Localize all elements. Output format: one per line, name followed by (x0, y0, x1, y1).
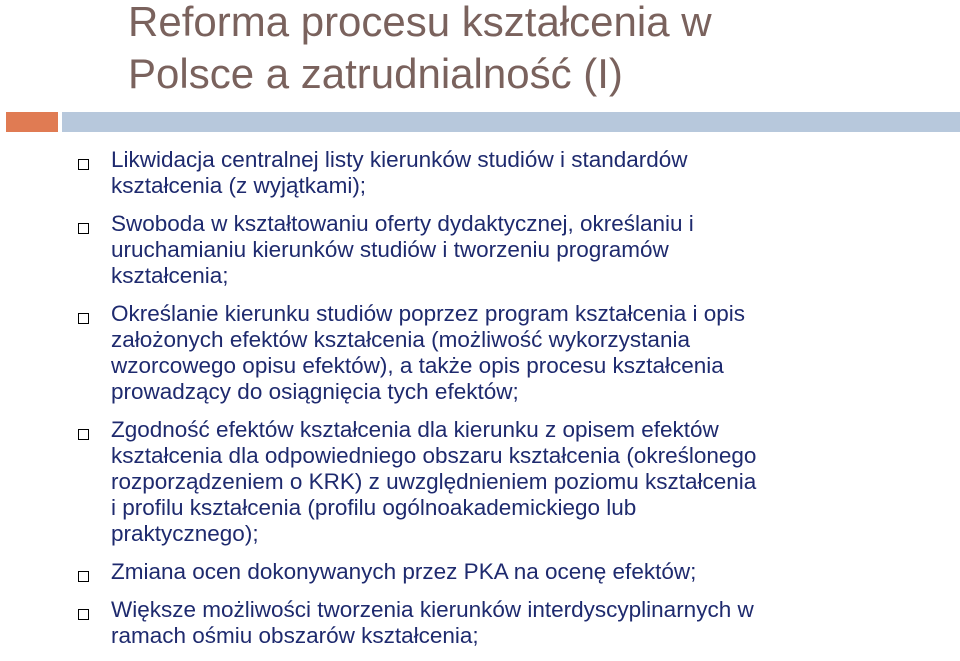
bullet-text-line: Likwidacja centralnej listy kierunków studiów i standardów (111, 147, 688, 172)
hollow-square-bullet-icon (78, 571, 89, 582)
hollow-square-bullet-icon (78, 223, 89, 234)
hollow-square-bullet-icon (78, 313, 89, 324)
bullet-item-5 (0, 559, 960, 585)
hollow-square-bullet-icon (78, 609, 89, 620)
accent-bar-orange (6, 112, 58, 132)
bullet-text-line: kształcenia (z wyjątkami); (111, 173, 367, 198)
bullet-text-line: Większe możliwości tworzenia kierunków interdyscyplinarnych w (111, 597, 754, 622)
bullet-text-line: Zmiana ocen dokonywanych przez PKA na ocenę efektów; (111, 559, 697, 584)
bullet-text-line: prowadzący do osiągnięcia tych efektów; (111, 379, 519, 404)
bullet-text-line: Zgodność efektów kształcenia dla kierunku z opisem efektów (111, 417, 719, 442)
bullet-text-line: rozporządzeniem o KRK) z uwzględnieniem poziomu kształcenia (111, 469, 757, 494)
slide-title (128, 0, 948, 100)
bullet-item-1 (0, 147, 960, 199)
bullet-text-line: uruchamianiu kierunków studiów i tworzeniu programów (111, 237, 669, 262)
bullet-item-6 (0, 597, 960, 649)
bullet-item-3 (0, 301, 960, 405)
bullet-text-line: kształcenia dla odpowiedniego obszaru kształcenia (określonego (111, 443, 757, 468)
bullet-text-line: ramach ośmiu obszarów kształcenia; (111, 623, 479, 648)
bullet-text-line: i profilu kształcenia (profilu ogólnoakademickiego lub (111, 495, 637, 520)
bullet-text-line: Określanie kierunku studiów poprzez program kształcenia i opis (111, 301, 746, 326)
slide-title-line-2: Polsce a zatrudnialność (I) (128, 50, 623, 97)
bullet-text-line: Swoboda w kształtowaniu oferty dydaktycznej, określaniu i (111, 211, 694, 236)
accent-bar-blue (62, 112, 960, 132)
bullet-item-4 (0, 417, 960, 547)
bullet-list (0, 147, 960, 661)
slide-title-line-1: Reforma procesu kształcenia w (128, 0, 712, 45)
hollow-square-bullet-icon (78, 429, 89, 440)
bullet-text-line: kształcenia; (111, 263, 229, 288)
bullet-text-line: założonych efektów kształcenia (możliwość wykorzystania (111, 327, 690, 352)
bullet-text-line: wzorcowego opisu efektów), a także opis procesu kształcenia (111, 353, 724, 378)
bullet-item-2 (0, 211, 960, 289)
bullet-text-line: praktycznego); (111, 521, 259, 546)
hollow-square-bullet-icon (78, 159, 89, 170)
